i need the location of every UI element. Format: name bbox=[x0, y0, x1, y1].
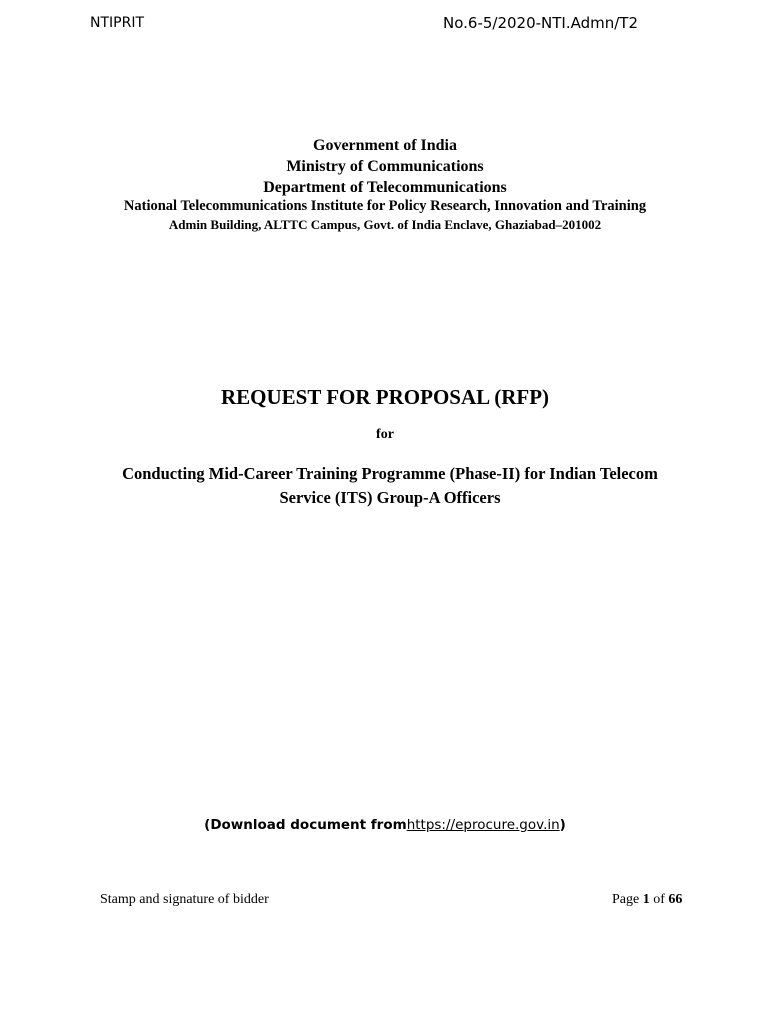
letterhead-address: Admin Building, ALTTC Campus, Govt. of India Enclave, Ghaziabad–201002 bbox=[168, 217, 602, 232]
document-title: REQUEST FOR PROPOSAL (RFP) bbox=[220, 385, 550, 409]
download-prefix: Download document from bbox=[210, 817, 407, 833]
page-of: of bbox=[653, 892, 665, 907]
eprocure-link[interactable]: https://eprocure.gov.in bbox=[406, 817, 560, 833]
download-close-paren: ) bbox=[559, 817, 566, 833]
page-total: 66 bbox=[668, 892, 683, 907]
footer-page-number bbox=[612, 892, 682, 908]
letterhead-government bbox=[0, 135, 770, 198]
page-current: 1 bbox=[642, 892, 650, 907]
letterhead-line-department: Department of Telecommunications bbox=[263, 179, 507, 196]
letterhead-institute: National Telecommunications Institute for Policy Research, Innovation and Training bbox=[123, 198, 647, 214]
document-subject bbox=[95, 462, 685, 510]
letterhead-line-government: Government of India bbox=[313, 137, 457, 154]
title-for: for bbox=[376, 427, 394, 442]
download-open-paren: ( bbox=[204, 817, 211, 833]
letterhead-line-ministry: Ministry of Communications bbox=[286, 158, 484, 175]
footer-stamp-signature: Stamp and signature of bidder bbox=[100, 892, 269, 907]
header-reference-number: No.6-5/2020-NTI.Admn/T2 bbox=[443, 14, 639, 32]
header-organization: NTIPRIT bbox=[90, 15, 145, 31]
subject-line-2: Service (ITS) Group-A Officers bbox=[279, 488, 501, 507]
subject-line-1: Conducting Mid-Career Training Programme (Phase-II) for Indian Telecom bbox=[122, 464, 658, 483]
page-label: Page bbox=[612, 892, 640, 907]
download-note bbox=[0, 817, 770, 833]
